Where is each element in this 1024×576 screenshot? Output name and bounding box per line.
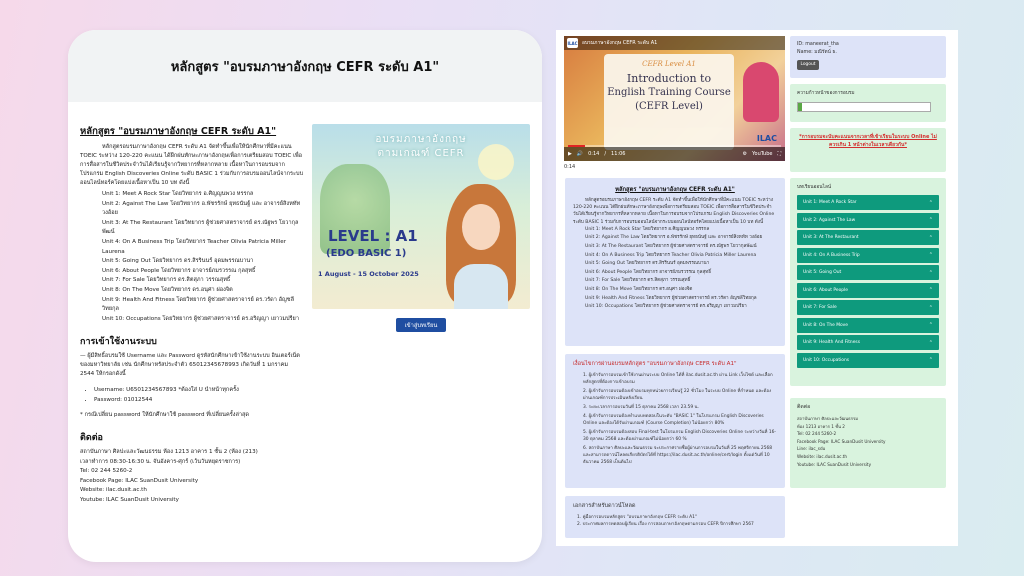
lesson-accordion-item[interactable] xyxy=(797,353,939,368)
course-info-panel xyxy=(565,178,785,346)
lesson-accordion-item[interactable] xyxy=(797,195,939,210)
volume-icon[interactable]: 🔊 xyxy=(576,151,584,157)
lesson-label: Unit 4: On A Business Trip xyxy=(803,252,860,258)
conditions-title: เงื่อนไขการผ่านอบรมหลักสูตร "อบรมภาษาอังกฤษ CEFR ระดับ A1" xyxy=(573,361,737,367)
access-heading: การเข้าใช้งานระบบ xyxy=(80,337,157,348)
contact-line: Youtube: ILAC SuanDusit University xyxy=(797,461,872,467)
lessons-title: บทเรียนออนไลน์ xyxy=(797,185,832,190)
poster-level: LEVEL : A1 xyxy=(328,227,418,245)
condition-item: 2. ผู้เข้ารับการอบรมต้องเข้าอบรมทุกหน่วยการเรียนรู้ 22 ชั่วโมง ในระบบ Online ที่กำหนด และต้องผ่านเกณฑ์การประเมินหลังเรียน xyxy=(583,389,772,401)
contact-line: Tel: 02 244 5260-2 xyxy=(80,468,133,475)
warning-text: *การอบรมจะนับคะแนนจากเวลาที่เข้าเรียนในระบบ Online ไม่ควรเกิน 1 หน้าต่างในเวลาเดียวกัน* xyxy=(799,134,937,149)
info-unit-item: Unit 2: Against The Law โดยวิทยากร อ.พัชรรักษ์ ยุทธนันฐ์ และ อาจารย์สิงหทัท วงอ้อย xyxy=(585,235,763,241)
info-intro: หลักสูตรอบรมภาษาอังกฤษ CEFR ระดับ A1 จัดทำขึ้นเพื่อให้นักศึกษาที่มีคะแนน TOEIC ระหว่าง 120-220 คะแนน ได้ฝึกฝนทักษะภาษาอังกฤษเพื่อการเตรียมสอบ TOEIC เพื่อการสื่อสารในชีวิตประจำวันได้เรียนรู้จากวิทยากรที่หลากหลาย เนื้อหาในการอบรมจากโปรแกรม English Discoveries Online ระดับ BASIC 1 ร่วมกับการอบรมออนไลน์จากระบบออนไลน์ทอร์คโดยแบ่งเนื้อหาเป็น 10 บท ดังนี้ xyxy=(573,198,775,225)
condition-item: 6. สถาบันภาษา ศิลปะและวัฒนธรรม จะประกาศรายชื่อผู้ผ่านการอบรมในวันที่ 25 พฤศจิกายน 2568 และสามารถดาวน์โหลดเกียรติบัตรได้ที่ https://ilac.dusit.ac.th/online/cert/login ตั้งแต่วันที่ 10 ธันวาคม 2568 เป็นต้นไป xyxy=(583,446,773,465)
chevron-up-icon: ⌃ xyxy=(928,357,933,363)
girl-face xyxy=(462,204,500,250)
chevron-up-icon: ⌃ xyxy=(928,217,933,223)
contact-line: สถาบันภาษา ศิลปะและวัฒนธรรม xyxy=(797,416,858,421)
contact-line: Facebook Page: ILAC SuanDusit University xyxy=(80,477,199,484)
progress-panel xyxy=(790,84,946,122)
lesson-label: Unit 3: At The Restaurant xyxy=(803,235,859,240)
access-text: — ผู้มีสิทธิ์อบรมใช้ Username และ Password ดูรหัสนักศึกษาเข้าใช้งานระบบ อินเตอร์เน็ตของมหาวิทยาลัย เช่น นักศึกษาหรัสประจำตัว 65012345678993 เกิดวันที่ 1 มกราคม 2544 ให้กรอกดังนี้ xyxy=(80,353,300,378)
lesson-label: Unit 1: Meet A Rock Star xyxy=(803,200,857,205)
chevron-up-icon: ⌃ xyxy=(928,304,933,311)
chevron-up-icon: ⌃ xyxy=(928,199,933,206)
lesson-accordion-item[interactable] xyxy=(797,230,939,245)
lesson-label: Unit 10: Occupations xyxy=(803,357,850,363)
lesson-accordion-item[interactable] xyxy=(797,213,939,228)
unit-item: Unit 10: Occupations โดยวิทยากร ผู้ช่วยศาสตราจารย์ ดร.อริญญา เยาวมปรียา xyxy=(102,315,299,322)
lesson-accordion-item[interactable] xyxy=(797,283,939,298)
contact-title: ติดต่อ xyxy=(797,404,811,410)
ilac-brand: ILAC xyxy=(756,134,777,143)
training-progress-fill xyxy=(798,103,802,111)
lesson-accordion-item[interactable] xyxy=(797,318,939,333)
poster-title-line1: อบรมภาษาอังกฤษ xyxy=(375,134,467,145)
username-example: • Username: U6501234567893 *ต้องใส่ U นำหน้าทุกครั้ง xyxy=(94,385,304,395)
chevron-up-icon: ⌃ xyxy=(928,339,933,346)
info-unit-item: Unit 7: For Sale โดยวิทยากร ดร.สิตสุภา วรรณสุทธิ์ xyxy=(585,278,691,284)
course-intro: หลักสูตรอบรมภาษาอังกฤษ CEFR ระดับ A1 จัดทำขึ้นเพื่อให้นักศึกษาที่มีคะแนน TOEIC ระหว่าง 120-220 คะแนน ได้ฝึกฝนทักษะภาษาอังกฤษเพื่อการเตรียมสอบ TOEIC เพื่อการสื่อสารในชีวิตประจำวันได้เรียนรู้จากวิทยากรที่หลากหลาย เนื้อหาในการอบรมจากโปรแกรม English Discoveries Online ระดับ BASIC 1 ร่วมกับการอบรมออนไลน์จากระบบออนไลน์ทอร์คโดยแบ่งเนื้อหาเป็น 10 บท ดังนี้ xyxy=(80,144,304,186)
unit-item: Unit 3: At The Restaurant โดยวิทยากร ผู้ช่วยศาสตราจารย์ ดร.ณัฐพร โยวากุลพัฒน์ xyxy=(102,219,299,236)
credential-list xyxy=(94,385,304,405)
poster-dates: 1 August - 15 October 2025 xyxy=(318,270,419,278)
video-cefr-level: CEFR Level A1 xyxy=(642,60,696,68)
girl-dress xyxy=(454,264,508,309)
unit-item: Unit 4: On A Business Trip โดยวิทยากร Teacher Olivia Patricia Miller Laurena xyxy=(102,238,286,255)
video-title-card xyxy=(604,54,734,150)
unit-list xyxy=(80,190,304,324)
video-duration: 11:06 xyxy=(611,151,626,157)
video-title-line2: English Training Course xyxy=(607,87,731,98)
info-unit-item: Unit 6: About People โดยวิทยากร อาจารย์ภมรวรรณ กุลสุทธิ์ xyxy=(585,269,711,275)
downloads-panel xyxy=(565,496,785,538)
unit-item: Unit 2: Against The Law โดยวิทยากร อ.พัชรรักษ์ ยุทธนันฐ์ และ อาจารย์สิงหทัท วงอ้อย xyxy=(102,200,301,217)
info-unit-item: Unit 5: Going Out โดยวิทยากร ดร.สิรรินนร์ อุดมพรรณบานา xyxy=(585,261,710,267)
enter-lesson-button[interactable]: เข้าสู่บทเรียน xyxy=(396,318,446,332)
download-link[interactable]: 1. คู่มือการอบรมหลักสูตร "อบรมภาษาอังกฤษ CEFR ระดับ A1" xyxy=(577,515,697,520)
info-unit-item: Unit 3: At The Restaurant โดยวิทยากร ผู้ช่วยศาสตราจารย์ ดร.ณัฐพร โยวากุลพัฒน์ xyxy=(585,244,757,249)
intro-video-player[interactable] xyxy=(564,36,785,161)
video-controls xyxy=(564,147,785,161)
condition-item: 4. ผู้เข้ารับการอบรมต้องทำแบบทดสอบในระดับ "BASIC 1" ในโปรแกรม English Discoveries Online และต้องได้รับผ่านเกณฑ์ (Course Completion) ไม่น้อยกว่า 80% xyxy=(583,414,764,426)
contact-line: ห้อง 1213 อาคาร 1 ชั้น 2 xyxy=(797,423,845,429)
info-unit-item: Unit 10: Occupations โดยวิทยากร ผู้ช่วยศาสตราจารย์ ดร.อริญญา เยาวมปรียา xyxy=(585,304,747,310)
download-link[interactable]: 2. ประกาศผลการทดสอบผู้เรียน เรื่อง การสอบภาษาอังกฤษตามกรอบ CEFR ปีการศึกษา 2567 xyxy=(577,522,754,527)
unit-item: Unit 6: About People โดยวิทยากร อาจารย์ภมรวรรณ กุลสุทธิ์ xyxy=(102,267,256,274)
settings-icon[interactable]: ⚙ xyxy=(742,151,748,157)
page-title: หลักสูตร "อบรมภาษาอังกฤษ CEFR ระดับ A1" xyxy=(170,59,440,75)
chevron-up-icon: ⌃ xyxy=(928,269,933,276)
channel-logo: ILAC xyxy=(567,38,578,48)
contact-line: เวลาทำการ 08:30-16:30 น. จันอังคาร-ศุกร์ (เว้นวันหยุดราชการ) xyxy=(80,458,241,465)
condition-item: 1. ผู้เข้ารับการอบรมเข้าใช้งานผ่านระบบ Online ได้ที่ ilac.dusit.ac.th ผ่าน Link เว็บไซต์ และเลือกหลักสูตรที่ต้องการเข้าอบรม xyxy=(583,373,773,385)
online-lessons-panel xyxy=(790,178,946,386)
contact-line: สถาบันภาษา ศิลปะและวัฒนธรรม ห้อง 1213 อาคาร 1 ชั้น 2 (ห้อง (213) xyxy=(80,449,258,456)
pass-conditions-panel xyxy=(565,354,785,488)
girl-illustration xyxy=(440,184,522,309)
lesson-dashboard xyxy=(556,30,958,546)
course-description xyxy=(80,124,304,505)
contact-heading: ติดต่อ xyxy=(80,433,103,444)
lesson-label: Unit 2: Against The Law xyxy=(803,217,856,223)
lesson-label: Unit 7: For Sale xyxy=(803,305,837,310)
contact-line: Website: ilac.dusit.ac.th xyxy=(797,453,848,459)
unit-item: Unit 8: On The Move โดยวิทยากร ดร.อนุศา ผ่องจิต xyxy=(102,286,233,293)
card-header xyxy=(68,30,542,102)
video-time: 0:14 xyxy=(588,151,600,157)
chevron-up-icon: ⌃ xyxy=(928,322,933,328)
training-progress-bar xyxy=(797,102,931,112)
user-name: Name: มณีรัตน์ ธ. xyxy=(797,50,837,56)
contact-line: Line: ilac_sdu xyxy=(797,446,826,452)
condition-item: 5. ผู้เข้ารับการอบรมต้องสอบ Final-test ในโปรแกรม English Discoveries Online ระหว่างวันที่ 16-30 ตุลาคม 2568 และต้องผ่านเกณฑ์ไม่น้อยกว่า 60 % xyxy=(583,430,776,442)
lesson-label: Unit 6: About People xyxy=(803,287,848,293)
fullscreen-icon[interactable]: ⛶ xyxy=(777,151,781,157)
youtube-logo[interactable]: YouTube xyxy=(752,151,773,157)
chevron-up-icon: ⌃ xyxy=(928,287,933,293)
password-example: • Password: 01012544 xyxy=(94,395,304,405)
video-title-line1: Introduction to xyxy=(626,72,712,85)
info-unit-item: Unit 1: Meet A Rock Star โดยวิทยากร อ.ศิญญนพวง หรรกล xyxy=(585,226,710,232)
user-id: ID: maneerat_tha xyxy=(797,42,839,47)
current-time-label: 0:14 xyxy=(564,164,576,170)
unit-item: Unit 7: For Sale โดยวิทยากร ดร.สิตสุภา วรรณสุทธิ์ xyxy=(102,277,231,284)
chevron-up-icon: ⌃ xyxy=(928,252,933,258)
time-separator: / xyxy=(604,151,607,157)
password-note: * กรณีเปลี่ยน password ให้นักศึกษาใช้ password ที่เปลี่ยนครั้งล่าสุด xyxy=(80,412,250,419)
course-info-card xyxy=(68,30,542,562)
unit-item: Unit 5: Going Out โดยวิทยากร ดร.สิรรินนร์ อุดมพรรณบานา xyxy=(102,258,254,265)
info-unit-item: Unit 9: Health And Fitness โดยวิทยากร ผู้ช่วยศาสตราจารย์ ดร.วรัดา อัญชลีวิทยกุล xyxy=(585,295,757,301)
contact-line: Youtube: ILAC SuanDusit University xyxy=(80,496,179,503)
info-unit-item: Unit 4: On A Business Trip โดยวิทยากร Teacher Olivia Patricia Miller Laurena xyxy=(585,252,757,258)
info-title: หลักสูตร "อบรมภาษาอังกฤษ CEFR ระดับ A1" xyxy=(615,187,735,193)
user-panel xyxy=(790,36,946,78)
unit-item: Unit 1: Meet A Rock Star โดยวิทยากร อ.ศิญญนพวง หรรกล xyxy=(102,191,254,197)
contact-panel xyxy=(790,398,946,488)
chevron-up-icon: ⌃ xyxy=(928,234,933,241)
warning-panel xyxy=(790,128,946,172)
video-title[interactable]: อบรมภาษาอังกฤษ CEFR ระดับ A1 xyxy=(582,40,658,46)
lesson-label: Unit 8: On The Move xyxy=(803,322,848,328)
play-icon[interactable]: ▶ xyxy=(568,151,572,157)
contact-line: Facebook Page: ILAC SuanDusit University xyxy=(797,438,886,444)
lesson-accordion-item[interactable] xyxy=(797,335,939,350)
info-unit-item: Unit 8: On The Move โดยวิทยากร ดร.อนุศา ผ่องจิต xyxy=(585,286,693,292)
contact-line: Tel: 02 244 5260-2 xyxy=(797,431,837,437)
condition-item: 3. ระยะเวลาการอบรมวันที่ 15 ตุลาคม 2568 เวลา 23.59 น. xyxy=(583,405,699,410)
course-poster xyxy=(312,124,530,309)
lesson-label: Unit 5: Going Out xyxy=(803,270,842,275)
course-title: หลักสูตร "อบรมภาษาอังกฤษ CEFR ระดับ A1" xyxy=(80,126,277,137)
poster-title-line2: ตามเกณฑ์ CEFR xyxy=(377,148,465,159)
video-title-bar xyxy=(564,36,785,50)
presenter-figure xyxy=(743,62,779,122)
logout-button[interactable]: Logout xyxy=(797,60,819,70)
poster-edo: (EDO BASIC 1) xyxy=(326,248,407,259)
lesson-label: Unit 9: Health And Fitness xyxy=(803,340,860,345)
downloads-title: เอกสารสำหรับดาวน์โหลด xyxy=(573,503,636,509)
progress-label: ความก้าวหน้าของการอบรม xyxy=(797,91,855,96)
lesson-accordion-item[interactable] xyxy=(797,265,939,280)
unit-item: Unit 9: Health And Fitness โดยวิทยากร ผู้ช่วยศาสตราจารย์ ดร.วรัดา อัญชลีวิทยกุล xyxy=(102,296,295,313)
video-title-line3: (CEFR Level) xyxy=(635,101,703,112)
lesson-list xyxy=(797,195,939,368)
lesson-accordion-item[interactable] xyxy=(797,300,939,315)
contact-line: Website: ilac.dusit.ac.th xyxy=(80,487,147,494)
lesson-accordion-item[interactable] xyxy=(797,248,939,263)
